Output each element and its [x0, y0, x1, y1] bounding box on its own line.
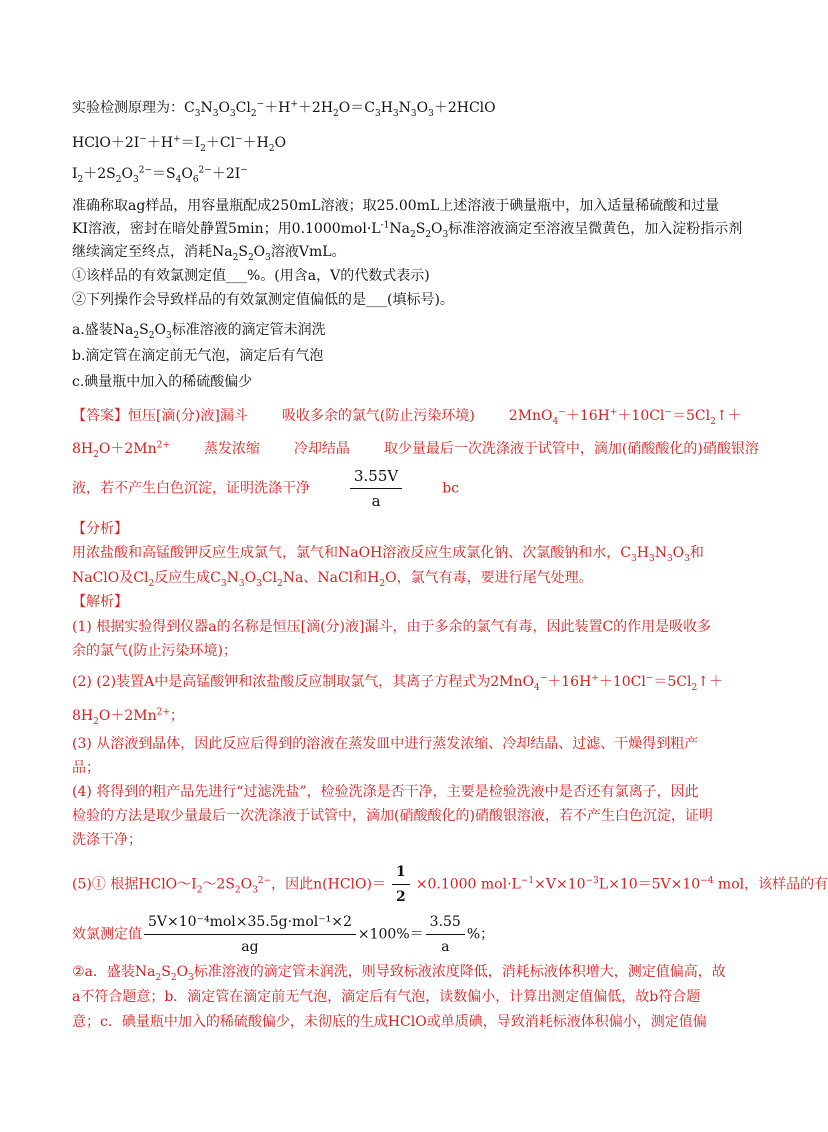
- procedure-line-2: KI溶液，密封在暗处静置5min；用$0.1000mol\cdot L^{-1}Na_2S_2O_3$标准溶液滴定至溶液呈微黄色，加入淀粉指示剂: [72, 220, 743, 240]
- solution-7c: 意；c．碘量瓶中加入的稀硫酸偏少，未彻底的生成HClO或单质碘，导致消耗标液体积偏小，测定值偏: [72, 1014, 707, 1030]
- chlorine-value-fraction: $\frac{\text{5V×10⁻⁴mol×35.5g·mol⁻¹×2}}{ag}$: [144, 912, 356, 957]
- answer-fraction: $\frac{3.55V}{a}$: [350, 466, 402, 511]
- sub-question-2: ②下列操作会导致样品的有效氯测定值偏低的是___(填标号)。: [72, 292, 454, 308]
- solution-1b: 余的氯气(防止污染环境)；: [72, 643, 237, 659]
- answer-line-3: 液，若不产生白色沉淀，证明洗涤干净 $\frac{3.55V}{a}$ bc: [72, 467, 460, 510]
- procedure-line-1: 准确称取ag样品，用容量瓶配成250mL溶液；取25.00mL上述溶液于碘量瓶中，加入适量稀硫酸和过量: [72, 198, 720, 214]
- solution-3b: 品；: [72, 760, 100, 776]
- solution-3a: (3) 从溶液到晶体，因此反应后得到的溶液在蒸发皿中进行蒸发浓缩、冷却结晶、过滤、干燥得到粗产: [72, 736, 699, 752]
- principle-equation-1: 实验检测原理为：$C_3N_3O_3Cl_2^-+H^++2H_2O=C_3H_3N_3O_3+2HClO$: [72, 99, 496, 119]
- answer-line-1: 【答案】恒压[滴(分)液]漏斗 吸收多余的氯气(防止污染环境) $2MnO_4^-+16H^++10Cl^-=5Cl_2↑+$: [72, 407, 742, 427]
- procedure-line-3: 继续滴定至终点，消耗$Na_2S_2O_3$溶液VmL。: [72, 244, 346, 263]
- solution-4b: 检验的方法是取少量最后一次洗涤液于试管中，滴加(硝酸酸化的)硝酸银溶液，若不产生白色沉淀，证明: [72, 808, 713, 824]
- answer-line-2: $8H_2O+2Mn^{2+}$ 蒸发浓缩 冷却结晶 取少量最后一次洗涤液于试管中，滴加(硝酸酸化的)硝酸银溶: [72, 440, 759, 460]
- solution-5a: (5)① 根据$HClO\sim I_2\sim 2S_2O_3^{2-}$，因此n(HClO)＝ $\frac{1}{2}$ ×0.1000 $mol\cdot L^{-1}\times V\times 10^{-3}L\times 10=5V\times 10^{-4}$ mol，该样品的有: [72, 864, 828, 905]
- result-fraction: $\frac{3.55}{a}$: [426, 912, 465, 957]
- solution-6a: 效氯测定值 $\frac{\text{5V×10⁻⁴mol×35.5g·mol⁻¹×2}}{ag}$ ×100%＝ $\frac{3.55}{a}$ %；: [72, 914, 495, 955]
- half-fraction: $\frac{1}{2}$: [392, 862, 410, 907]
- solution-4a: (4) 将得到的粗产品先进行“过滤洗盐”，检验洗涤是否干净，主要是检验洗液中是否还有氯离子，因此: [72, 784, 699, 800]
- solution-1a: (1) 根据实验得到仪器a的名称是恒压[滴(分)液]漏斗，由于多余的氯气有毒，因此装置C的作用是吸收多: [72, 619, 712, 635]
- option-c: c.碘量瓶中加入的稀硫酸偏少: [72, 374, 253, 390]
- principle-equation-2: $HClO+2I^-+H^+=I_2+Cl^-+H_2O$: [72, 134, 287, 154]
- option-b: b.滴定管在滴定前无气泡，滴定后有气泡: [72, 348, 324, 364]
- principle-equation-3: $I_2+2S_2O_3^{2-}=S_4O_6^{2-}+2I^-$: [72, 165, 248, 185]
- analysis-line-2: NaClO及$Cl_2$反应生成$C_3N_3O_3Cl_2Na$、NaCl和$H_2O$，氯气有毒，要进行尾气处理。: [72, 570, 593, 589]
- solution-4c: 洗涤干净；: [72, 832, 142, 848]
- solution-2a: (2) (2)装置A中是高锰酸钾和浓盐酸反应制取氯气，其离子方程式为$2MnO_4^-+16H^++10Cl^-=5Cl_2↑+$: [72, 673, 723, 693]
- analysis-line-1: 用浓盐酸和高锰酸钾反应生成氯气，氯气和NaOH溶液反应生成氯化钠、次氯酸钠和水，$C_3H_3N_3O_3$和: [72, 545, 704, 564]
- solution-heading: 【解析】: [72, 594, 128, 610]
- solution-7a: ②a．盛装$Na_2S_2O_3$标准溶液的滴定管未润洗，则导致标液浓度降低，消耗标液体积增大，测定值偏高，故: [72, 964, 726, 983]
- sub-question-1: ①该样品的有效氯测定值___%。(用含a，V的代数式表示): [72, 268, 430, 284]
- solution-7b: a不符合题意；b．滴定管在滴定前无气泡，滴定后有气泡，读数偏小，计算出测定值偏低，故b符合题: [72, 989, 701, 1005]
- option-a: a.盛装$Na_2S_2O_3$标准溶液的滴定管未润洗: [72, 322, 326, 341]
- solution-2b: $8H_2O+2Mn^{2+}$；: [72, 707, 184, 727]
- analysis-heading: 【分析】: [72, 521, 128, 537]
